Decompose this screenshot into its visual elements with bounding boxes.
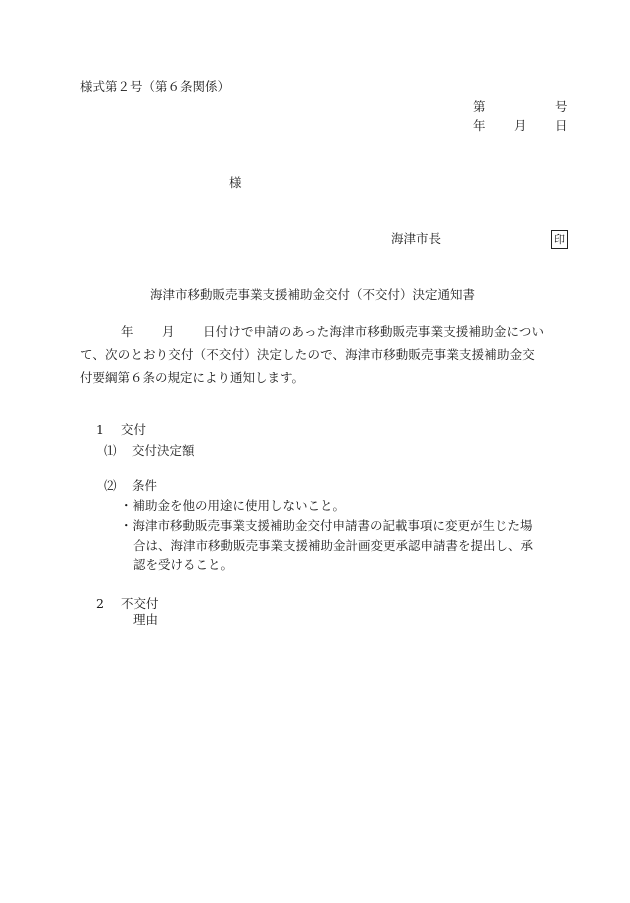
item1-label: 交付決定額 (132, 443, 195, 458)
document-title: 海津市移動販売事業支援補助金交付（不交付）決定通知書 (150, 287, 476, 302)
section2-number: 2 (96, 596, 104, 611)
condition-2: ・海津市移動販売事業支援補助金交付申請書の記載事項に変更が生じた場 (120, 518, 533, 533)
number-prefix: 第 (473, 99, 486, 114)
item1-number: ⑴ (104, 443, 117, 458)
section2-title: 不交付 (121, 596, 159, 611)
addressee-suffix: 様 (229, 175, 242, 190)
section1-title: 交付 (121, 422, 147, 437)
form-label: 様式第２号（第６条関係） (80, 79, 231, 94)
body-month: 月 (162, 324, 175, 339)
body-line1: 日付けで申請のあった海津市移動販売事業支援補助金につい (203, 324, 545, 339)
condition-2-continued-1: 合は、海津市移動販売事業支援補助金計画変更承認申請書を提出し、承 (133, 538, 534, 553)
date-day: 日 (555, 118, 568, 133)
item2-label: 条件 (132, 478, 158, 493)
body-line2: て、次のとおり交付（不交付）決定したので、海津市移動販売事業支援補助金交 (80, 347, 535, 362)
body-line3: 付要綱第６条の規定により通知します。 (80, 370, 305, 385)
section1-number: 1 (96, 422, 104, 437)
body-year: 年 (121, 324, 134, 339)
seal-mark: 印 (551, 230, 568, 249)
reason-label: 理由 (133, 612, 159, 627)
issuer-name: 海津市長 (391, 231, 442, 246)
item2-number: ⑵ (104, 478, 117, 493)
condition-2-continued-2: 認を受けること。 (133, 557, 234, 572)
date-year: 年 (473, 118, 486, 133)
number-suffix: 号 (555, 99, 568, 114)
condition-1: ・補助金を他の用途に使用しないこと。 (120, 498, 346, 513)
date-month: 月 (514, 118, 527, 133)
